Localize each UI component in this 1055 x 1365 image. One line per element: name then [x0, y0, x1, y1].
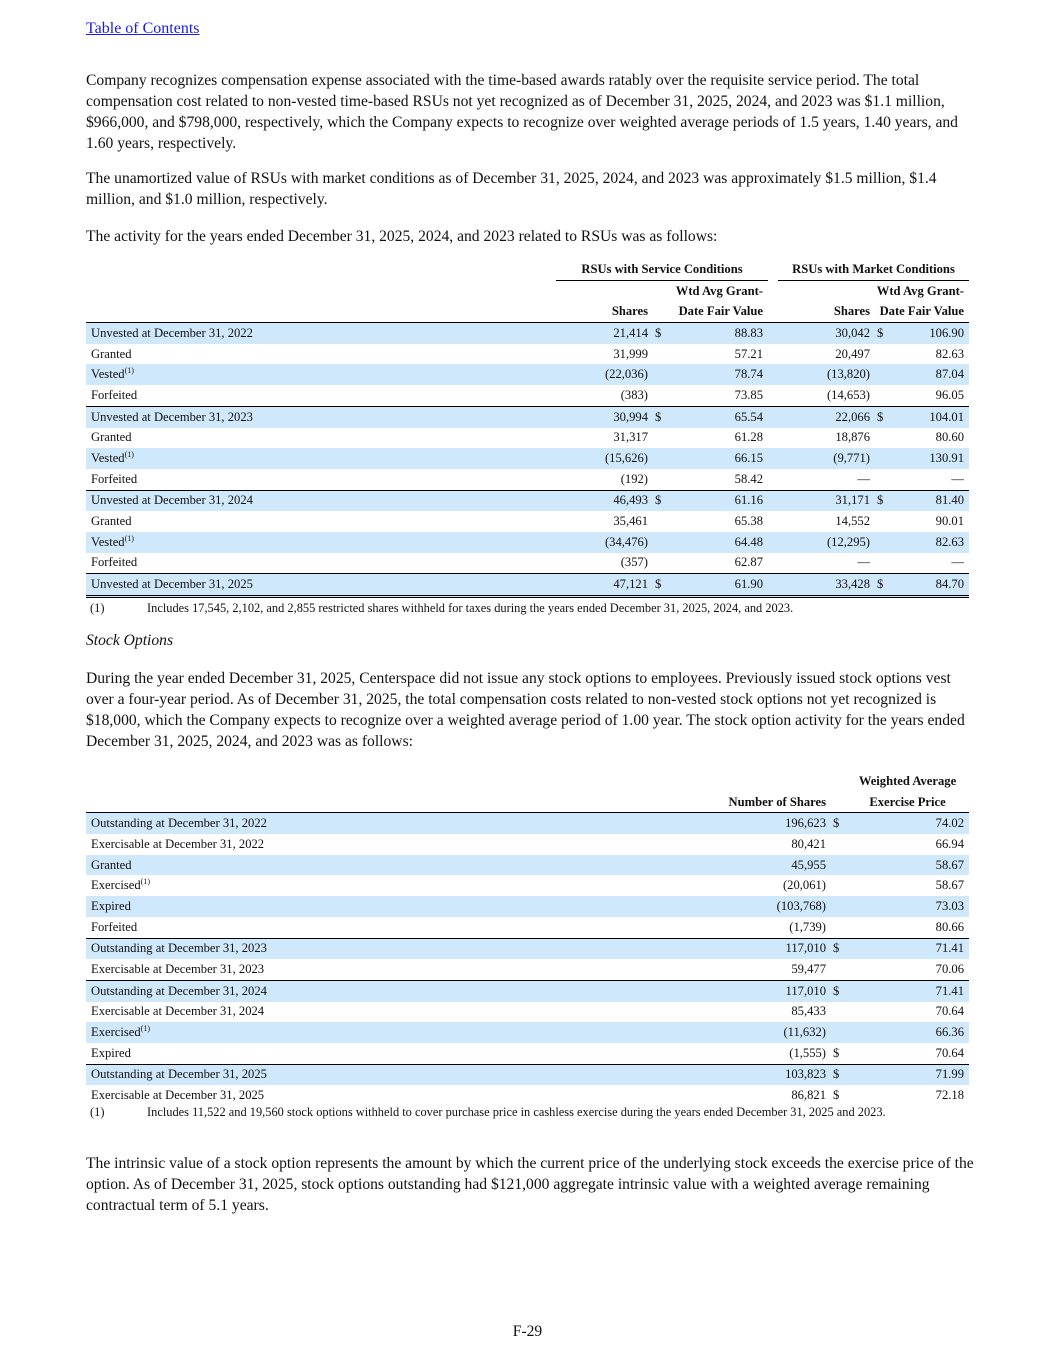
footnote-ref: (1)	[140, 1023, 150, 1033]
row-label	[86, 406, 556, 427]
spacer-cell	[768, 344, 778, 365]
market-shares-cell: (12,295)	[778, 532, 870, 553]
spacer-cell	[768, 469, 778, 490]
options-footnote-number: (1)	[90, 1105, 105, 1119]
service-dollar-sign	[648, 469, 668, 490]
market-shares-cell: (9,771)	[778, 448, 870, 469]
market-fair-value-cell: 106.90	[890, 323, 969, 344]
row-label-text: Exercisable at December 31, 2025	[91, 1088, 265, 1103]
table-row	[86, 511, 969, 532]
rsu-market-wtd-header-2: Date Fair Value	[879, 304, 964, 319]
rsu-service-wtd-header-1: Wtd Avg Grant-	[675, 283, 763, 298]
row-label	[86, 980, 646, 1001]
market-fair-value-cell: 84.70	[890, 574, 969, 597]
table-row	[86, 385, 969, 406]
service-dollar-sign: $	[648, 323, 668, 344]
row-label-text: Forfeited	[91, 919, 138, 934]
service-shares-cell: 30,994	[556, 406, 648, 427]
row-label-text: Forfeited	[91, 471, 138, 486]
market-fair-value-cell: 81.40	[890, 490, 969, 511]
row-label	[86, 834, 646, 855]
service-fair-value-cell: 57.21	[734, 346, 763, 361]
row-label-text: Granted	[91, 514, 132, 529]
table-row	[86, 875, 969, 896]
shares-cell: (103,768)	[646, 896, 826, 917]
row-label	[86, 1064, 646, 1085]
spacer-cell	[768, 364, 778, 385]
table-row	[86, 1085, 969, 1106]
service-shares-cell: 31,999	[613, 346, 648, 361]
service-fair-value-cell: 64.48	[668, 532, 768, 553]
table-row	[86, 532, 969, 553]
market-dollar-sign	[870, 469, 890, 490]
service-fair-value-cell: 61.28	[734, 430, 763, 445]
row-label-text: Forfeited	[91, 387, 138, 402]
dollar-sign: $	[826, 938, 851, 959]
row-label	[86, 469, 556, 490]
shares-cell: 117,010	[646, 980, 826, 1001]
row-label-text: Exercised	[91, 878, 141, 893]
row-label-text: Outstanding at December 31, 2023	[91, 941, 267, 956]
market-fair-value-cell: 90.01	[935, 514, 964, 529]
row-label	[86, 1043, 646, 1064]
table-row	[86, 938, 969, 959]
row-label	[86, 428, 556, 449]
market-shares-cell: 20,497	[835, 346, 870, 361]
row-label-text: Vested	[91, 451, 125, 466]
table-row	[86, 1064, 969, 1085]
row-label-text: Forfeited	[91, 555, 138, 570]
dollar-sign	[826, 1002, 851, 1023]
dollar-sign	[826, 855, 851, 876]
market-shares-cell: 31,171	[778, 490, 870, 511]
spacer-cell	[768, 406, 778, 427]
service-dollar-sign	[648, 532, 668, 553]
options-price-header-1: Weighted Average	[858, 773, 957, 788]
market-fair-value-cell: —	[951, 555, 964, 570]
row-label-text: Outstanding at December 31, 2024	[91, 983, 267, 998]
dollar-sign: $	[826, 813, 851, 834]
table-row	[86, 406, 969, 427]
shares-cell: 45,955	[646, 855, 826, 876]
footnote-ref: (1)	[140, 877, 150, 887]
service-fair-value-cell: 65.38	[734, 514, 763, 529]
spacer-cell	[768, 323, 778, 344]
market-fair-value-cell: 96.05	[935, 387, 964, 402]
exercise-price-cell: 58.67	[935, 878, 964, 893]
dollar-sign: $	[833, 1088, 840, 1103]
service-fair-value-cell: 73.85	[734, 387, 763, 402]
row-label	[86, 1085, 646, 1106]
service-shares-cell: (15,626)	[556, 448, 648, 469]
table-row	[86, 448, 969, 469]
service-dollar-sign	[648, 344, 668, 365]
service-dollar-sign	[648, 385, 668, 406]
market-shares-cell: 18,876	[835, 430, 870, 445]
row-label-text: Exercisable at December 31, 2023	[91, 962, 265, 977]
market-fair-value-cell: 80.60	[935, 430, 964, 445]
stock-options-table	[86, 771, 969, 1106]
dollar-sign: $	[826, 980, 851, 1001]
rsu-footnote-text: Includes 17,545, 2,102, and 2,855 restricted shares withheld for taxes during the years ended December 31, 2025, 2024, and 2023.	[147, 601, 794, 615]
exercise-price-cell: 73.03	[851, 896, 969, 917]
market-dollar-sign: $	[870, 406, 890, 427]
spacer-cell	[768, 553, 778, 574]
table-row	[86, 855, 969, 876]
spacer-cell	[768, 385, 778, 406]
table-row	[86, 344, 969, 365]
options-price-header-2: Exercise Price	[869, 795, 946, 810]
footnote-ref: (1)	[124, 449, 134, 459]
service-dollar-sign	[648, 448, 668, 469]
footnote-ref: (1)	[124, 533, 134, 543]
market-shares-cell: (14,653)	[826, 387, 870, 402]
row-label	[86, 959, 646, 980]
table-row	[86, 553, 969, 574]
table-row	[86, 574, 969, 597]
row-label-text: Unvested at December 31, 2025	[91, 577, 253, 592]
exercise-price-cell: 70.64	[935, 1004, 964, 1019]
row-label	[86, 511, 556, 532]
market-shares-cell: 33,428	[778, 574, 870, 597]
market-shares-cell: 30,042	[778, 323, 870, 344]
market-dollar-sign	[870, 364, 890, 385]
exercise-price-cell: 80.66	[935, 919, 964, 934]
rsu-market-shares-header: Shares	[833, 304, 870, 319]
row-label-text: Outstanding at December 31, 2025	[91, 1067, 267, 1082]
exercise-price-cell: 66.36	[851, 1022, 969, 1043]
market-dollar-sign	[870, 532, 890, 553]
service-dollar-sign	[648, 364, 668, 385]
market-fair-value-cell: 130.91	[890, 448, 969, 469]
row-label-text: Vested	[91, 367, 125, 382]
market-shares-cell: —	[857, 471, 870, 486]
service-fair-value-cell: 65.54	[668, 406, 768, 427]
page-number: F-29	[512, 1323, 543, 1340]
row-label	[86, 574, 556, 597]
exercise-price-cell: 66.94	[935, 836, 964, 851]
service-shares-cell: (357)	[620, 555, 648, 570]
market-shares-cell: 22,066	[778, 406, 870, 427]
exercise-price-cell: 58.67	[851, 855, 969, 876]
market-shares-cell: 14,552	[835, 514, 870, 529]
dollar-sign	[826, 896, 851, 917]
table-row	[86, 490, 969, 511]
row-label	[86, 532, 556, 553]
market-dollar-sign: $	[870, 490, 890, 511]
row-label	[86, 813, 646, 834]
market-fair-value-cell: 104.01	[890, 406, 969, 427]
service-fair-value-cell: 58.42	[734, 471, 763, 486]
dollar-sign	[826, 959, 851, 980]
shares-cell: (1,555)	[789, 1045, 826, 1060]
spacer-cell	[768, 490, 778, 511]
row-label-text: Granted	[91, 430, 132, 445]
paragraph-compensation-expense: Company recognizes compensation expense associated with the time-based awards ratably over the requisite service period. The total compensation cost related to non-vested time-based RSUs not yet recognized as of December 31, 2025, 2024, and 2023 was $1.1 million, $966,000, and $798,000, respectively, which the Company expects to recognize over weighted average periods of 1.5 years, 1.40 years, and 1.60 years, respectively.	[86, 72, 958, 152]
row-label-text: Vested	[91, 534, 125, 549]
service-fair-value-cell: 66.15	[668, 448, 768, 469]
row-label	[86, 344, 556, 365]
row-label-text: Expired	[91, 1045, 131, 1060]
service-fair-value-cell: 61.16	[668, 490, 768, 511]
footnote-ref: (1)	[124, 366, 134, 376]
table-of-contents-link[interactable]: Table of Contents	[86, 20, 200, 37]
market-dollar-sign	[870, 344, 890, 365]
exercise-price-cell: 71.41	[851, 980, 969, 1001]
market-fair-value-cell: —	[951, 471, 964, 486]
service-shares-cell: (383)	[620, 387, 648, 402]
rsu-footnote	[90, 600, 960, 617]
shares-cell: (11,632)	[646, 1022, 826, 1043]
table-row	[86, 959, 969, 980]
service-shares-cell: (192)	[620, 471, 648, 486]
market-dollar-sign	[870, 448, 890, 469]
table-row	[86, 980, 969, 1001]
service-fair-value-cell: 78.74	[668, 364, 768, 385]
row-label	[86, 364, 556, 385]
rsu-activity-table	[86, 259, 969, 598]
row-label	[86, 917, 646, 938]
dollar-sign	[826, 875, 851, 896]
stock-options-heading: Stock Options	[86, 632, 174, 649]
market-dollar-sign: $	[870, 574, 890, 597]
options-shares-header: Number of Shares	[728, 795, 826, 810]
market-dollar-sign	[870, 511, 890, 532]
table-row	[86, 896, 969, 917]
service-dollar-sign	[648, 511, 668, 532]
options-footnote	[90, 1104, 960, 1121]
exercise-price-cell: 71.99	[851, 1064, 969, 1085]
dollar-sign	[826, 917, 851, 938]
paragraph-intrinsic-value: The intrinsic value of a stock option represents the amount by which the current price of the underlying stock exceeds the exercise price of the option. As of December 31, 2025, stock options outstanding had $121,000 aggregate intrinsic value with a weighted average remaining contractual term of 5.1 years.	[86, 1155, 974, 1214]
row-label-text: Expired	[91, 898, 131, 913]
service-dollar-sign	[648, 553, 668, 574]
spacer-cell	[768, 532, 778, 553]
rsu-service-wtd-header-2: Date Fair Value	[678, 304, 763, 319]
shares-cell: (20,061)	[782, 878, 826, 893]
rsu-market-group-header: RSUs with Market Conditions	[778, 259, 969, 280]
row-label-text: Exercised	[91, 1025, 141, 1040]
row-label-text: Unvested at December 31, 2023	[91, 409, 253, 424]
service-shares-cell: (34,476)	[556, 532, 648, 553]
row-label-text: Granted	[91, 346, 132, 361]
exercise-price-cell: 70.64	[935, 1045, 964, 1060]
row-label	[86, 896, 646, 917]
row-label-text: Outstanding at December 31, 2022	[91, 816, 267, 831]
rsu-service-group-header: RSUs with Service Conditions	[556, 259, 768, 280]
spacer-cell	[768, 448, 778, 469]
row-label	[86, 1002, 646, 1023]
service-shares-cell: 47,121	[556, 574, 648, 597]
table-row	[86, 1022, 969, 1043]
row-label-text: Unvested at December 31, 2022	[91, 325, 253, 340]
shares-cell: 86,821	[791, 1088, 826, 1103]
table-row	[86, 1002, 969, 1023]
shares-cell: 117,010	[646, 938, 826, 959]
row-label	[86, 875, 646, 896]
rsu-market-wtd-header-1: Wtd Avg Grant-	[876, 283, 964, 298]
spacer-cell	[768, 428, 778, 449]
table-row	[86, 917, 969, 938]
shares-cell: 196,623	[646, 813, 826, 834]
shares-cell: (1,739)	[789, 919, 826, 934]
table-row	[86, 428, 969, 449]
shares-cell: 103,823	[646, 1064, 826, 1085]
row-label-text: Unvested at December 31, 2024	[91, 493, 253, 508]
paragraph-stock-options: During the year ended December 31, 2025, Centerspace did not issue any stock options to employees. Previously issued stock options vest over a four-year period. As of December 31, 2025, the total compensation costs related to non-vested stock options not yet recognized is $18,000, which the Company expects to recognize over a weighted average period of 1.00 year. The stock option activity for the years ended December 31, 2025, 2024, and 2023 was as follows:	[86, 670, 965, 750]
paragraph-rsu-activity-intro: The activity for the years ended December 31, 2025, 2024, and 2023 related to RSUs was as follows:	[86, 228, 718, 245]
shares-cell: 59,477	[791, 962, 826, 977]
market-dollar-sign	[870, 428, 890, 449]
table-row	[86, 364, 969, 385]
service-fair-value-cell: 88.83	[668, 323, 768, 344]
shares-cell: 80,421	[791, 836, 826, 851]
row-label	[86, 855, 646, 876]
row-label	[86, 448, 556, 469]
row-label	[86, 1022, 646, 1043]
dollar-sign	[826, 834, 851, 855]
market-shares-cell: —	[857, 555, 870, 570]
table-row	[86, 469, 969, 490]
market-fair-value-cell: 82.63	[890, 532, 969, 553]
table-row	[86, 1043, 969, 1064]
service-fair-value-cell: 61.90	[668, 574, 768, 597]
spacer-cell	[768, 511, 778, 532]
dollar-sign	[826, 1022, 851, 1043]
service-shares-cell: 21,414	[556, 323, 648, 344]
dollar-sign: $	[826, 1064, 851, 1085]
market-dollar-sign	[870, 385, 890, 406]
exercise-price-cell: 72.18	[935, 1088, 964, 1103]
market-fair-value-cell: 87.04	[890, 364, 969, 385]
market-dollar-sign: $	[870, 323, 890, 344]
exercise-price-cell: 70.06	[935, 962, 964, 977]
market-dollar-sign	[870, 553, 890, 574]
service-fair-value-cell: 62.87	[734, 555, 763, 570]
service-dollar-sign	[648, 428, 668, 449]
table-row	[86, 834, 969, 855]
service-dollar-sign: $	[648, 574, 668, 597]
paragraph-unamortized-value: The unamortized value of RSUs with market conditions as of December 31, 2025, 2024, and 2023 was approximately $1.5 million, $1.4 million, and $1.0 million, respectively.	[86, 170, 937, 208]
table-row	[86, 813, 969, 834]
exercise-price-cell: 74.02	[851, 813, 969, 834]
market-fair-value-cell: 82.63	[935, 346, 964, 361]
rsu-footnote-number: (1)	[90, 601, 105, 615]
service-shares-cell: 35,461	[613, 514, 648, 529]
service-shares-cell: (22,036)	[556, 364, 648, 385]
row-label	[86, 385, 556, 406]
options-footnote-text: Includes 11,522 and 19,560 stock options withheld to cover purchase price in cashless exercise during the years ended December 31, 2025 and 2023.	[147, 1105, 886, 1119]
spacer-cell	[768, 574, 778, 597]
rsu-service-shares-header: Shares	[611, 304, 648, 319]
row-label	[86, 490, 556, 511]
service-shares-cell: 31,317	[613, 430, 648, 445]
exercise-price-cell: 71.41	[851, 938, 969, 959]
row-label	[86, 323, 556, 344]
row-label-text: Exercisable at December 31, 2024	[91, 1004, 265, 1019]
shares-cell: 85,433	[791, 1004, 826, 1019]
market-shares-cell: (13,820)	[778, 364, 870, 385]
service-dollar-sign: $	[648, 490, 668, 511]
row-label	[86, 553, 556, 574]
row-label-text: Granted	[91, 857, 132, 872]
table-row	[86, 323, 969, 344]
row-label-text: Exercisable at December 31, 2022	[91, 836, 265, 851]
service-shares-cell: 46,493	[556, 490, 648, 511]
service-dollar-sign: $	[648, 406, 668, 427]
row-label	[86, 938, 646, 959]
dollar-sign: $	[833, 1045, 840, 1060]
